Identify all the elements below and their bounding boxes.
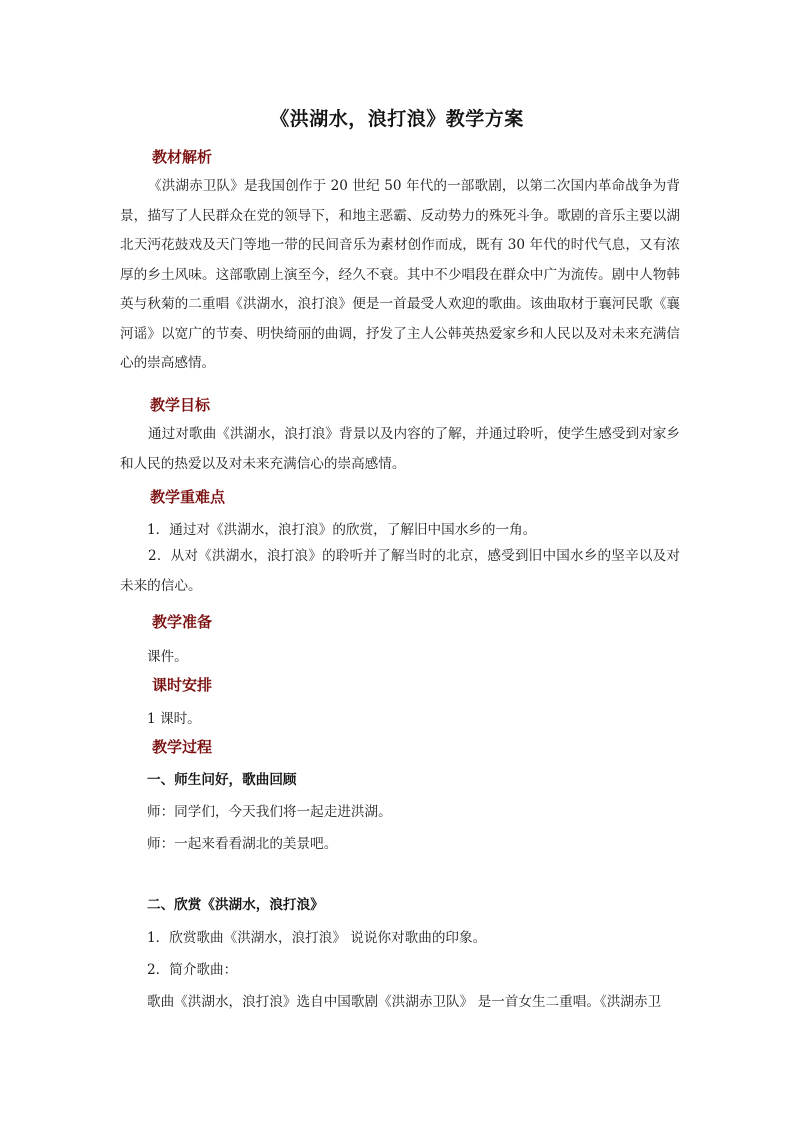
heading-teaching-goals: 教学目标 bbox=[150, 396, 211, 414]
process-part2-item1: 1．欣赏歌曲《洪湖水，浪打浪》 说说你对歌曲的印象。 bbox=[147, 930, 487, 946]
heading-material-analysis: 教材解析 bbox=[152, 148, 213, 166]
process-part1-line2: 师：一起来看看湖北的美景吧。 bbox=[147, 836, 338, 852]
heading-teaching-process: 教学过程 bbox=[152, 738, 213, 756]
process-part2-text: 歌曲《洪湖水，浪打浪》选自中国歌剧《洪湖赤卫队》 是一首女生二重唱。《洪湖赤卫 bbox=[147, 994, 662, 1010]
process-part2-heading: 二、欣赏《洪湖水，浪打浪》 bbox=[147, 897, 324, 913]
process-part1-heading: 一、师生问好，歌曲回顾 bbox=[147, 772, 297, 788]
heading-schedule: 课时安排 bbox=[152, 676, 213, 694]
preparation-text: 课件。 bbox=[147, 649, 188, 665]
schedule-text: 1 课时。 bbox=[147, 711, 201, 727]
teaching-goals-paragraph: 通过对歌曲《洪湖水，浪打浪》背景以及内容的了解，并通过聆听，使学生感受到对家乡和人民的热爱以及对未来充满信心的崇高感情。 bbox=[120, 426, 680, 472]
heading-key-points: 教学重难点 bbox=[150, 488, 226, 506]
key-point-item-2: 2．从对《洪湖水，浪打浪》的聆听并了解当时的北京，感受到旧中国水乡的坚辛以及对未来的信心。 bbox=[120, 548, 680, 594]
process-part2-item2: 2．简介歌曲： bbox=[147, 962, 238, 978]
key-point-item-1: 1．通过对《洪湖水，浪打浪》的欣赏，了解旧中国水乡的一角。 bbox=[147, 522, 537, 538]
material-analysis-paragraph: 《洪湖赤卫队》是我国创作于 20 世纪 50 年代的一部歌剧，以第二次国内革命战争为背景，描写了人民群众在党的领导下，和地主恶霸、反动势力的殊死斗争。歌剧的音乐主要以湖北天沔花鼓戏及天门等地一带的民间音乐为素材创作而成，既有 30 年代的时代气息，又有浓厚的乡土风味。这部歌剧上演至今，经久不衰。其中不少唱段在群众中广为流传。剧中人物韩英与秋菊的二重唱《洪湖水，浪打浪》便是一首最受人欢迎的歌曲。该曲取材于襄河民歌《襄河谣》以宽广的节奏、明快绮丽的曲调，抒发了主人公韩英热爱家乡和人民以及对未来充满信心的崇高感情。 bbox=[120, 178, 680, 371]
document-title: 《洪湖水，浪打浪》教学方案 bbox=[270, 108, 524, 130]
process-part1-line1: 师：同学们，今天我们将一起走进洪湖。 bbox=[147, 804, 392, 820]
heading-preparation: 教学准备 bbox=[152, 613, 213, 631]
